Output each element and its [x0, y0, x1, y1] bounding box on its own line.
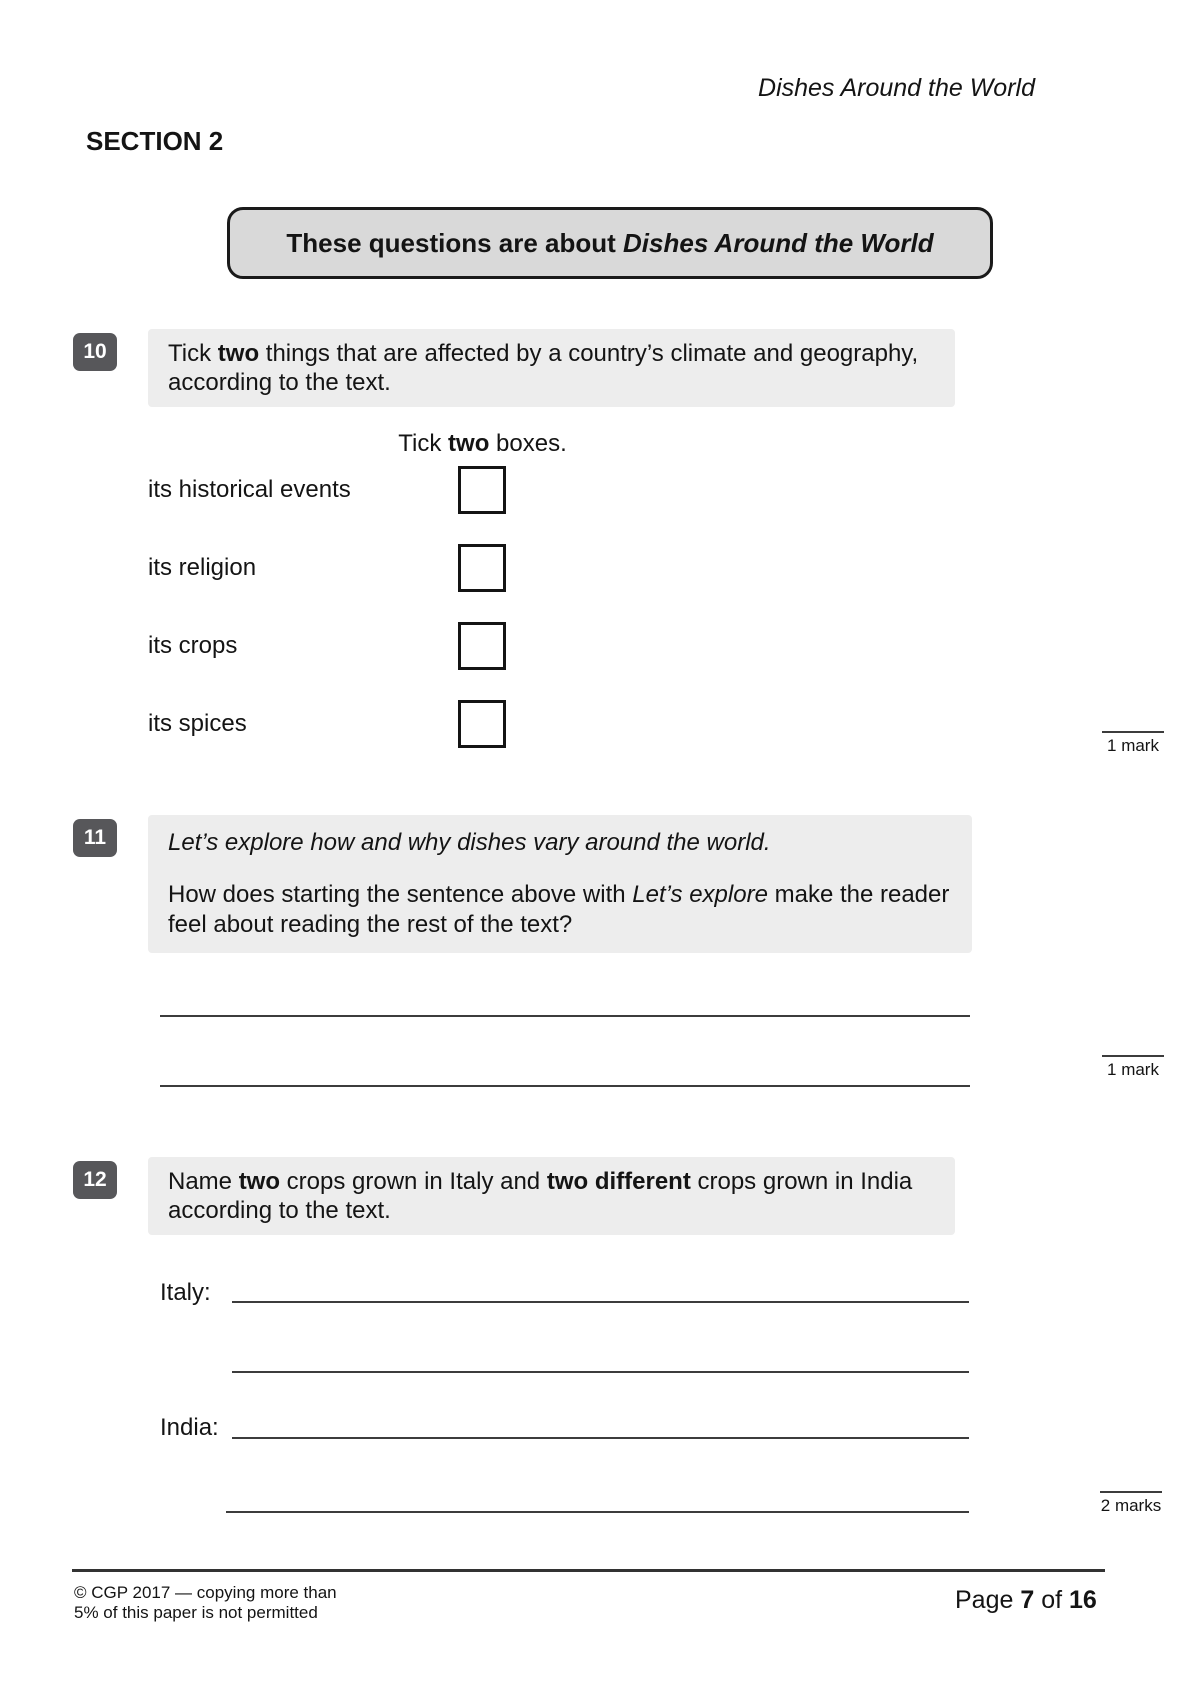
question-11-answer-line-1[interactable] [160, 1015, 970, 1017]
question-12-prompt [148, 1157, 955, 1235]
question-10-number-badge: 10 [73, 333, 117, 371]
question-10-prompt-line-2: according to the text. [168, 369, 391, 396]
question-11-prompt [148, 815, 972, 953]
question-12-prompt-line-1: Name two crops grown in Italy and two different crops grown in India [168, 1168, 913, 1195]
questions-about-banner [227, 207, 993, 279]
option-label-crops: its crops [148, 632, 238, 659]
question-11-answer-line-2[interactable] [160, 1085, 970, 1087]
question-12-number-badge: 12 [73, 1161, 117, 1199]
india-answer-label: India: [160, 1414, 219, 1441]
option-label-spices: its spices [148, 710, 247, 737]
question-11-number-badge: 11 [73, 819, 117, 857]
option-row-historical-events [148, 466, 568, 514]
option-row-religion [148, 544, 568, 592]
footer-divider [72, 1569, 1105, 1572]
checkbox-historical-events[interactable] [458, 466, 506, 514]
question-10-marks-label: 1 mark [1102, 731, 1164, 756]
banner-doc-title: Dishes Around the World [623, 227, 934, 258]
option-row-crops [148, 622, 568, 670]
checkbox-religion[interactable] [458, 544, 506, 592]
italy-answer-line-1[interactable] [232, 1301, 969, 1303]
question-12-prompt-line-2: according to the text. [168, 1197, 391, 1224]
copyright-notice [74, 1583, 337, 1623]
question-11-quote: Let’s explore how and why dishes vary around the world. [168, 829, 771, 856]
copyright-line-1: © CGP 2017 — copying more than [74, 1583, 337, 1602]
checkbox-spices[interactable] [458, 700, 506, 748]
checkbox-crops[interactable] [458, 622, 506, 670]
question-11-prompt-line-2: feel about reading the rest of the text? [168, 911, 573, 938]
section-heading: SECTION 2 [86, 126, 224, 156]
question-11-marks-label: 1 mark [1102, 1055, 1164, 1080]
question-11-prompt-line-1: How does starting the sentence above with Let’s explore make the reader [168, 881, 950, 908]
document-title: Dishes Around the World [758, 74, 1035, 102]
option-label-historical-events: its historical events [148, 476, 351, 503]
question-10-options [148, 466, 568, 778]
question-12-marks-label: 2 marks [1100, 1491, 1162, 1516]
copyright-line-2: 5% of this paper is not permitted [74, 1603, 318, 1622]
spacer [168, 858, 952, 880]
tick-two-boxes-instruction: Tick two boxes. [398, 430, 567, 457]
banner-text: These questions are about Dishes Around the World [286, 227, 934, 258]
question-10-prompt [148, 329, 955, 407]
india-answer-line-2[interactable] [226, 1511, 969, 1513]
italy-answer-label: Italy: [160, 1279, 211, 1306]
italy-answer-line-2[interactable] [232, 1371, 969, 1373]
option-label-religion: its religion [148, 554, 257, 581]
question-10-prompt-line-1: Tick two things that are affected by a country’s climate and geography, [168, 340, 919, 367]
option-row-spices [148, 700, 568, 748]
india-answer-line-1[interactable] [232, 1437, 969, 1439]
page-number: Page 7 of 16 [955, 1586, 1097, 1614]
